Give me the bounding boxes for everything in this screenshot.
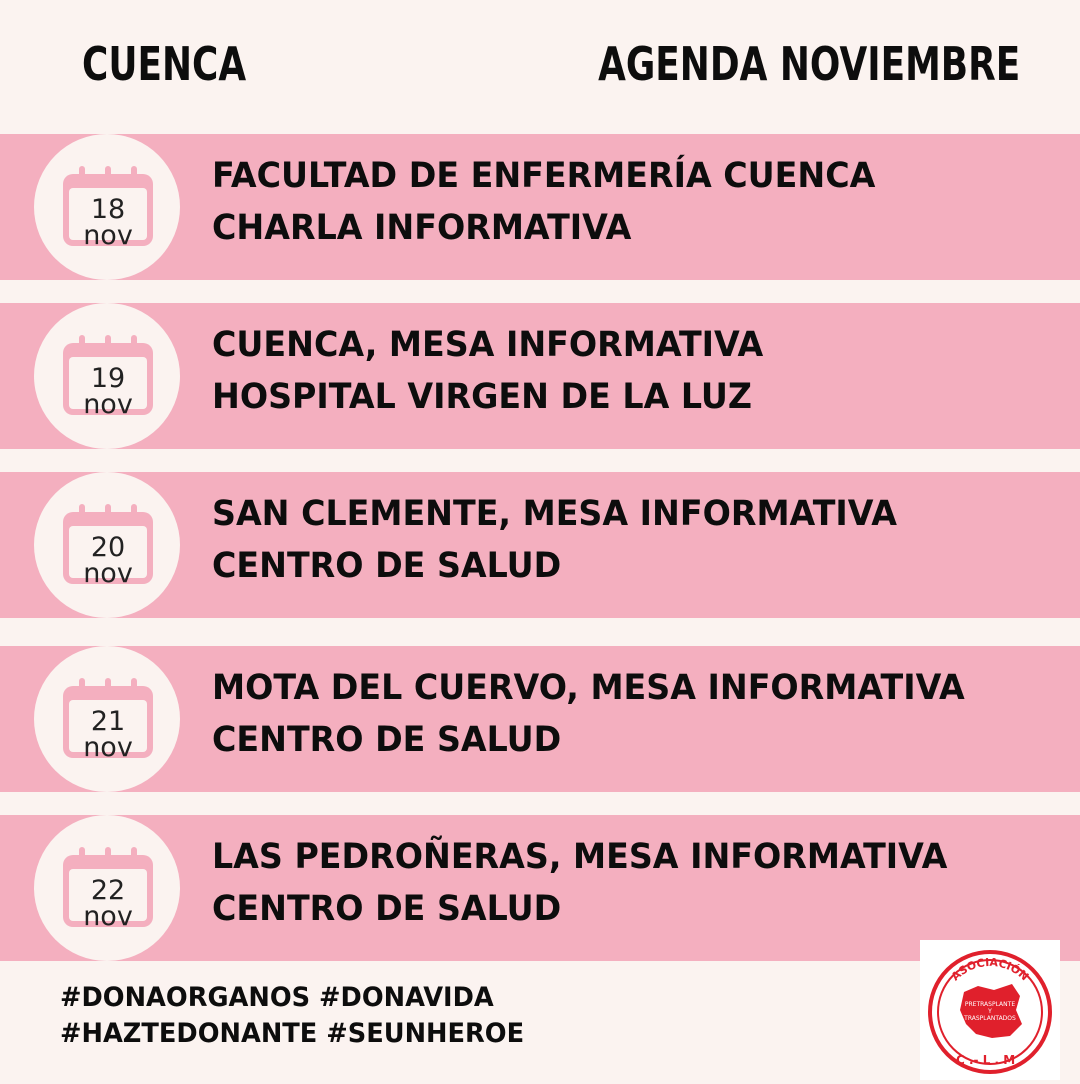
logo-center-line-3: TRASPLANTADOS [964, 1015, 1016, 1022]
event-row [0, 134, 1080, 280]
logo-center-line-1: PRETRASPLANTE [964, 1001, 1016, 1008]
date-circle [34, 472, 180, 618]
logo-center-line-2: Y [988, 1008, 992, 1015]
date-circle [34, 815, 180, 961]
event-month: nov [83, 220, 133, 251]
event-row [0, 303, 1080, 449]
event-title: MOTA DEL CUERVO, MESA INFORMATIVA [212, 668, 965, 708]
event-day: 22 [90, 875, 126, 906]
calendar-icon [61, 335, 155, 420]
calendar-icon [61, 678, 155, 763]
event-month: nov [83, 732, 133, 763]
event-row [0, 472, 1080, 618]
event-subtitle: CENTRO DE SALUD [212, 889, 562, 929]
event-row [0, 646, 1080, 792]
calendar-icon [61, 847, 155, 932]
event-title: SAN CLEMENTE, MESA INFORMATIVA [212, 494, 897, 534]
event-title: CUENCA, MESA INFORMATIVA [212, 325, 764, 365]
event-subtitle: CENTRO DE SALUD [212, 720, 562, 760]
logo-bottom-text: C .- L . M . [956, 1053, 1024, 1067]
event-row [0, 815, 1080, 961]
event-subtitle: HOSPITAL VIRGEN DE LA LUZ [212, 377, 753, 417]
event-title: LAS PEDROÑERAS, MESA INFORMATIVA [212, 837, 948, 877]
date-circle [34, 303, 180, 449]
event-subtitle: CENTRO DE SALUD [212, 546, 562, 586]
event-month: nov [83, 558, 133, 589]
date-circle [34, 646, 180, 792]
hashtags [60, 980, 549, 1052]
date-circle [34, 134, 180, 280]
event-day: 19 [90, 363, 126, 394]
event-day: 20 [90, 532, 126, 563]
header-city: CUENCA [82, 37, 247, 91]
hashtags-line-2: #HAZTEDONANTE #SEUNHEROE [60, 1018, 525, 1049]
event-day: 21 [90, 706, 126, 737]
calendar-icon [61, 166, 155, 251]
hashtags-line-1: #DONAORGANOS #DONAVIDA [60, 982, 494, 1013]
event-month: nov [83, 901, 133, 932]
association-logo [920, 940, 1060, 1080]
event-subtitle: CHARLA INFORMATIVA [212, 208, 632, 248]
logo-top-text: ASOCIACIÓN [948, 955, 1032, 984]
calendar-icon [61, 504, 155, 589]
event-title: FACULTAD DE ENFERMERÍA CUENCA [212, 156, 876, 196]
event-day: 18 [90, 194, 126, 225]
event-month: nov [83, 389, 133, 420]
header-agenda-title: AGENDA NOVIEMBRE [597, 37, 1020, 91]
